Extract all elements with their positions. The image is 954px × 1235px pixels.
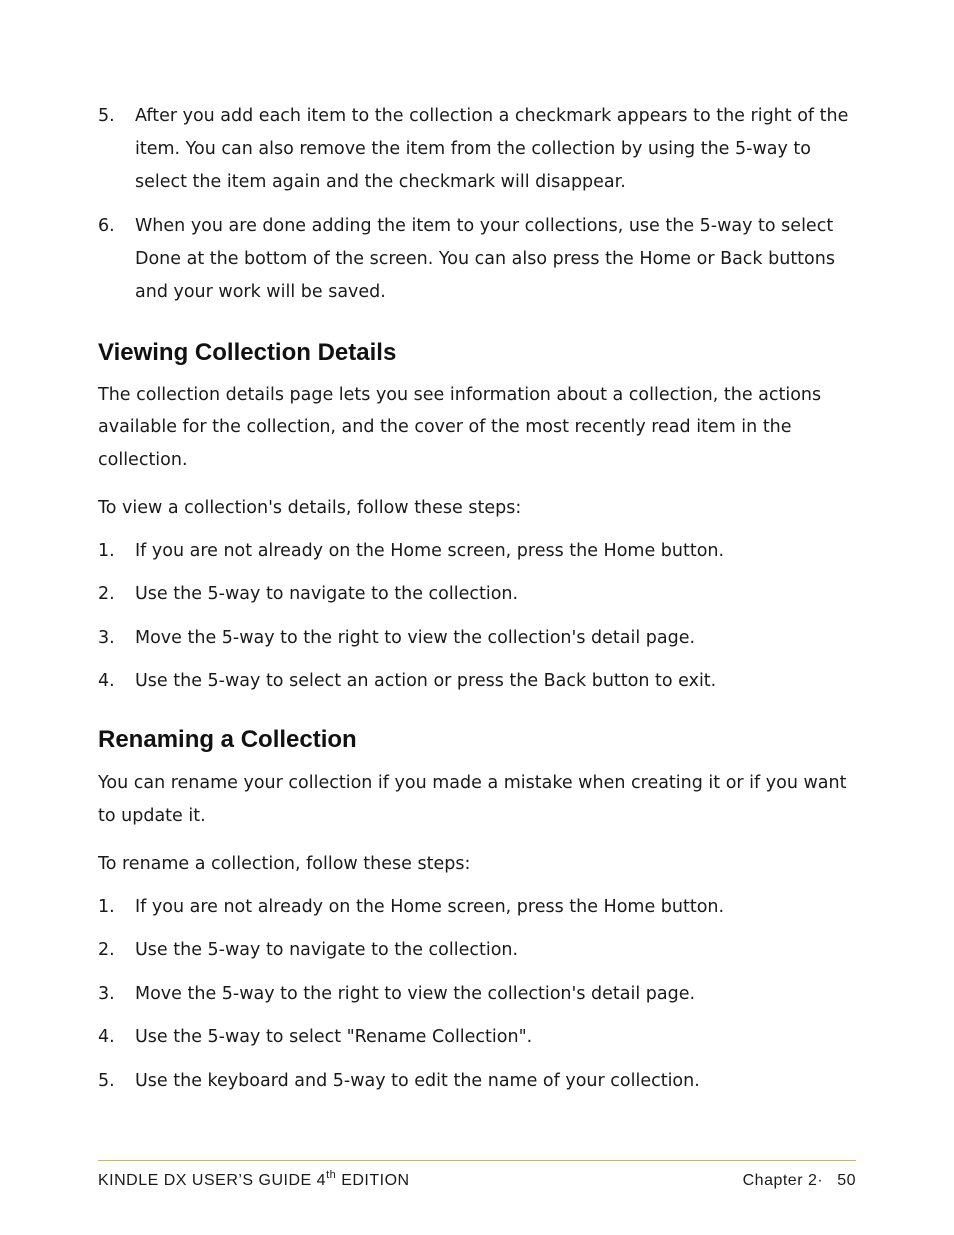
footer-guide-suffix: EDITION — [336, 1172, 410, 1189]
list-item — [98, 978, 856, 1011]
step-number: 1. — [98, 896, 115, 917]
footer-page-number: 50 — [837, 1172, 856, 1189]
list-item — [98, 934, 856, 967]
footer-chapter: Chapter 2 — [742, 1172, 818, 1189]
footer-guide-superscript: th — [326, 1169, 337, 1181]
footer-guide-title — [98, 1168, 410, 1194]
step-text: Use the 5-way to navigate to the collection. — [135, 584, 519, 604]
step-text: When you are done adding the item to your collections, use the 5-way to select Done at the bottom of the screen. You can also press the Home or Back buttons and your work will be saved. — [135, 215, 835, 302]
footer-guide-prefix: KINDLE DX USER’S GUIDE 4 — [98, 1172, 327, 1189]
step-text: Move the 5-way to the right to view the collection's detail page. — [135, 983, 696, 1004]
list-item — [98, 622, 856, 655]
step-text: Move the 5-way to the right to view the collection's detail page. — [135, 627, 696, 648]
step-number: 1. — [98, 540, 115, 561]
top-steps-list — [98, 100, 856, 309]
steps-lead-renaming: To rename a collection, follow these steps: — [98, 854, 471, 874]
step-number: 4. — [98, 1027, 115, 1047]
section-intro-renaming: You can rename your collection if you made a mistake when creating it or if you want to update it. — [98, 773, 847, 826]
list-item — [98, 535, 856, 568]
section-intro-viewing: The collection details page lets you see information about a collection, the actions available for the collection, and the cover of the most recently read item in the collection. — [98, 384, 822, 470]
step-number: 6. — [98, 215, 115, 236]
list-item — [98, 210, 856, 309]
step-number: 2. — [98, 940, 115, 960]
viewing-steps-list — [98, 535, 856, 699]
step-number: 4. — [98, 671, 115, 691]
step-number: 3. — [98, 627, 115, 648]
step-text: Use the 5-way to select "Rename Collection". — [135, 1027, 533, 1047]
steps-lead-viewing: To view a collection's details, follow these steps: — [98, 498, 522, 518]
step-number: 5. — [98, 1070, 115, 1091]
step-text: After you add each item to the collection a checkmark appears to the right of the item. You can also remove the item from the collection by using the 5-way to select the item again and the checkmark will disappear. — [135, 106, 849, 192]
step-number: 3. — [98, 983, 115, 1004]
step-text: Use the keyboard and 5-way to edit the name of your collection. — [135, 1070, 700, 1091]
footer-divider — [98, 1160, 856, 1161]
step-number: 2. — [98, 584, 115, 604]
step-text: If you are not already on the Home screen, press the Home button. — [135, 540, 725, 561]
list-item — [98, 1021, 856, 1054]
list-item — [98, 891, 856, 924]
footer-separator: · — [817, 1172, 824, 1189]
list-item — [98, 100, 856, 199]
step-text: Use the 5-way to navigate to the collection. — [135, 940, 519, 960]
footer-page-info — [743, 1168, 856, 1194]
step-text: If you are not already on the Home screen, press the Home button. — [135, 896, 725, 917]
list-item — [98, 665, 856, 698]
section-heading-viewing: Viewing Collection Details — [98, 338, 397, 366]
list-item — [98, 1065, 856, 1098]
page-footer — [98, 1168, 856, 1194]
renaming-steps-list — [98, 891, 856, 1098]
page-content — [98, 100, 856, 1098]
step-number: 5. — [98, 106, 115, 126]
step-text: Use the 5-way to select an action or press the Back button to exit. — [135, 671, 717, 691]
list-item — [98, 578, 856, 611]
section-heading-renaming: Renaming a Collection — [98, 726, 357, 753]
